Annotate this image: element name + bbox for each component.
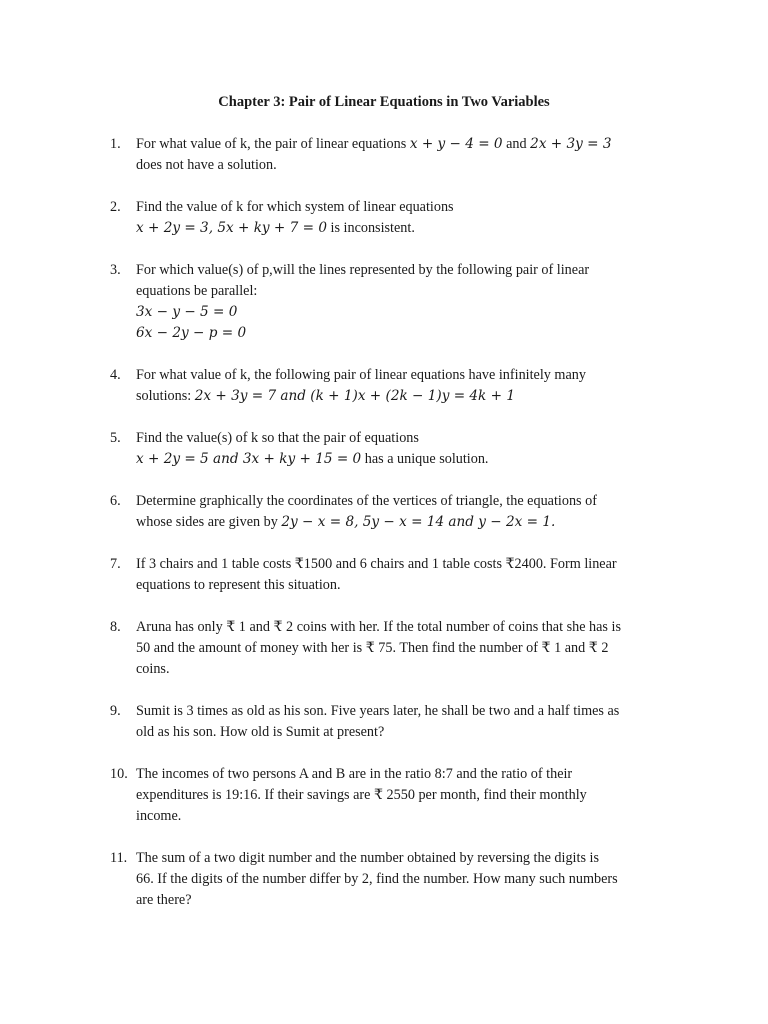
question-10: [110, 764, 690, 827]
question-number: 8.: [110, 619, 121, 635]
question-6: [110, 491, 690, 533]
question-text: whose sides are given by: [136, 514, 278, 530]
question-text: Find the value(s) of k so that the pair of equations: [136, 430, 419, 446]
question-text: 66. If the digits of the number differ by 2, find the number. How many such numbers: [136, 871, 618, 887]
question-text: has a unique solution.: [364, 451, 489, 467]
question-7: [110, 554, 690, 596]
question-2: [110, 197, 690, 239]
question-11: [110, 848, 690, 911]
question-text: coins.: [136, 661, 170, 677]
equation: x + y − 4 = 0: [409, 136, 503, 152]
question-line: [136, 449, 690, 470]
question-list: [110, 134, 690, 932]
question-text: equations be parallel:: [136, 283, 258, 299]
question-text: expenditures is 19:16. If their savings are ₹ 2550 per month, find their monthly: [136, 787, 587, 803]
question-line: [136, 218, 690, 239]
question-line: [136, 512, 690, 533]
question-5: [110, 428, 690, 470]
page-title: Chapter 3: Pair of Linear Equations in Two Variables: [218, 94, 550, 110]
question-line: [136, 134, 690, 155]
question-text: is inconsistent.: [330, 220, 415, 236]
question-text: For what value of k, the pair of linear equations: [136, 136, 407, 152]
equation: 3x − y − 5 = 0: [136, 304, 238, 320]
question-text: does not have a solution.: [136, 157, 277, 173]
question-line: [136, 386, 690, 407]
equation: x + 2y = 5 and 3x + ky + 15 = 0: [136, 451, 362, 467]
question-text: Find the value of k for which system of linear equations: [136, 199, 454, 215]
question-3: [110, 260, 690, 344]
question-number: 9.: [110, 703, 121, 719]
question-text: For what value of k, the following pair of linear equations have infinitely many: [136, 367, 586, 383]
question-text: Determine graphically the coordinates of the vertices of triangle, the equations of: [136, 493, 597, 509]
question-number: 11.: [110, 850, 128, 866]
question-text: 50 and the amount of money with her is ₹ 75. Then find the number of ₹ 1 and ₹ 2: [136, 640, 609, 656]
question-8: [110, 617, 690, 680]
question-text: old as his son. How old is Sumit at present?: [136, 724, 385, 740]
question-text: The sum of a two digit number and the number obtained by reversing the digits is: [136, 850, 599, 866]
question-text: equations to represent this situation.: [136, 577, 341, 593]
question-number: 1.: [110, 136, 121, 152]
equation: 2x + 3y = 7 and (k + 1)x + (2k − 1)y = 4k + 1: [194, 388, 515, 404]
question-text: Aruna has only ₹ 1 and ₹ 2 coins with her. If the total number of coins that she has is: [136, 619, 621, 635]
question-number: 2.: [110, 199, 121, 215]
question-text: Sumit is 3 times as old as his son. Five years later, he shall be two and a half times as: [136, 703, 620, 719]
question-9: [110, 701, 690, 743]
question-number: 6.: [110, 493, 121, 509]
question-4: [110, 365, 690, 407]
question-1: [110, 134, 690, 176]
question-text: If 3 chairs and 1 table costs ₹1500 and 6 chairs and 1 table costs ₹2400. Form linear: [136, 556, 617, 572]
question-text: are there?: [136, 892, 192, 908]
question-text: and: [506, 136, 527, 152]
equation: 2y − x = 8, 5y − x = 14 and y − 2x = 1.: [281, 514, 556, 530]
equation: 6x − 2y − p = 0: [136, 325, 247, 341]
question-number: 4.: [110, 367, 121, 383]
equation: 2x + 3y = 3: [530, 136, 612, 152]
question-number: 7.: [110, 556, 121, 572]
question-number: 5.: [110, 430, 121, 446]
equation: x + 2y = 3, 5x + ky + 7 = 0: [136, 220, 327, 236]
question-number: 3.: [110, 262, 121, 278]
question-text: For which value(s) of p,will the lines represented by the following pair of linear: [136, 262, 590, 278]
question-text: The incomes of two persons A and B are in the ratio 8:7 and the ratio of their: [136, 766, 573, 782]
question-number: 10.: [110, 766, 128, 782]
question-text: solutions:: [136, 388, 192, 404]
question-text: income.: [136, 808, 182, 824]
